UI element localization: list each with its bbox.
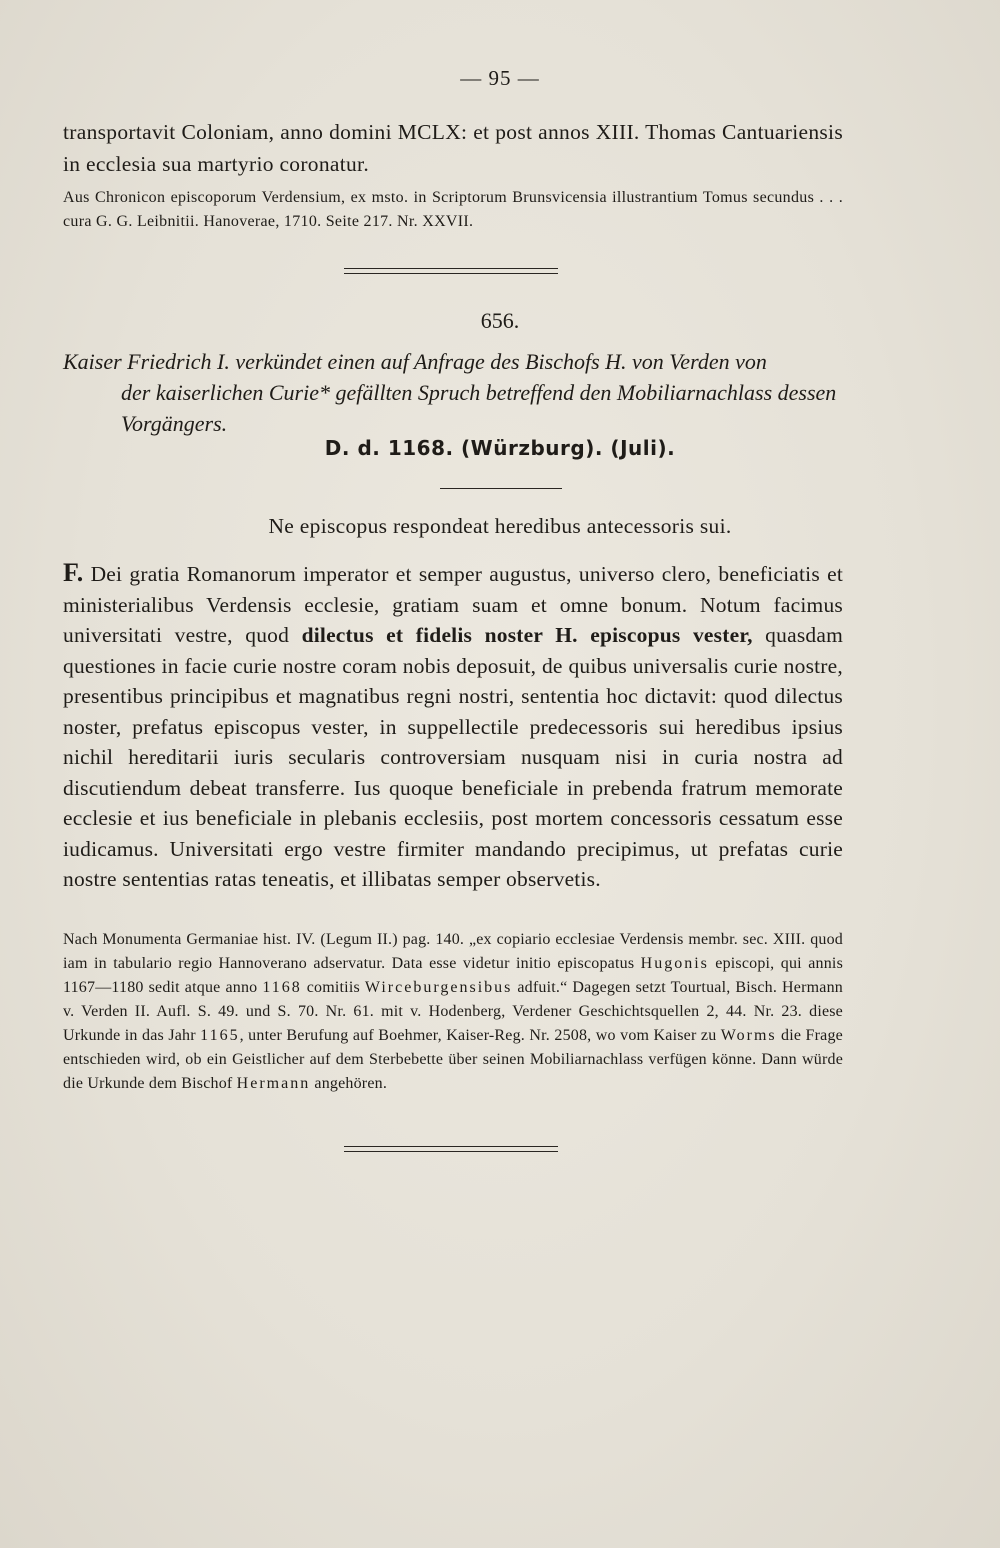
- double-rule-bottom: [344, 1146, 558, 1152]
- regest-line-1: Kaiser Friedrich I. verkündet einen auf Anfrage des Bischofs H. von Verden von: [63, 349, 767, 374]
- page-number: — 95 —: [460, 66, 540, 90]
- charter-text-part-1: Dei gratia Romanorum imperator et semper augustus, universo clero, beneficiatis et ministerialibus Verdensis ecclesie, gratiam suam et omne bonum. Notum facimus universitati vestre, quod: [63, 562, 843, 647]
- charter-text-bold: dilectus et fidelis noster H. episcopus vester,: [301, 623, 753, 647]
- footnote-spaced-6: Hermann: [236, 1075, 311, 1092]
- source-note: Aus Chronicon episcoporum Verdensium, ex msto. in Scriptorum Brunsvicensia illustrantium Tomus secundus . . . cura G. G. Leibnitii. Hanoverae, 1710. Seite 217. Nr. XXVII.: [63, 189, 843, 230]
- footnote-part-1: Nach Monumenta Germaniae hist. IV. (Legum II.) pag. 140. „ex copiario ecclesiae Verdensis membr. sec. XIII. quod iam in tabulario regio Hannoverano adservatur. Data esse videtur initio episcopatus: [63, 931, 843, 972]
- charter-text-part-2: quasdam questiones in facie curie nostre coram nobis deposuit, de quibus universalis curie nostre, presentibus principibus et magnatibus regni nostri, sententia hoc dictavit: quod dilectus noster, prefatus episcopus vester, in suppellectile predecessoris sui heredibus ipsius nichil hereditarii iuris secularis controversiam nusquam nisi in curia nostra ad discutiendum debeat transferre. Ius quoque beneficiale in prebenda fratrum memorate ecclesie et ius beneficiale in plebanis ecclesiis, post mortem concessoris cessatum esse iudicamus. Universitati ergo vestre firmiter mandando precipimus, ut prefatas curie nostre sententias ratas teneatis, et illibatas semper observetis.: [63, 623, 844, 891]
- footnote-part-3: comitiis: [301, 979, 365, 996]
- short-rule-divider: [440, 488, 562, 489]
- footnote-part-5: , unter Berufung auf Boehmer, Kaiser-Reg. Nr. 2508, wo vom Kaiser zu: [239, 1027, 721, 1044]
- document-number: 656.: [480, 308, 520, 333]
- footnote-spaced-3: Wirceburgensibus: [364, 979, 513, 996]
- footnote-spaced-5: Worms: [720, 1027, 777, 1044]
- document-heading: Ne episcopus respondeat heredibus antecessoris sui.: [268, 514, 732, 538]
- footnote-spaced-2: 1168: [262, 979, 302, 996]
- footnote-spaced-1: Hugonis: [640, 955, 709, 972]
- document-dating: D. d. 1168. (Würzburg). (Juli).: [324, 436, 676, 460]
- footnote: [63, 928, 843, 1096]
- initial-letter: F.: [63, 558, 84, 587]
- regest-line-3: Vorgängers.: [121, 411, 228, 436]
- footnote-part-6: die Frage entschieden wird, ob ein Geistlicher auf dem Sterbebette über seinen Mobiliarnachlass verfügen könne. Dann würde die Urkunde dem Bischof: [63, 1027, 843, 1092]
- footnote-part-2: episcopi, qui annis 1167—1180 sedit atque anno: [63, 955, 843, 996]
- lead-paragraph: transportavit Coloniam, anno domini MCLX: et post annos XIII. Thomas Cantuariensis in ecclesia sua martyrio coronatur.: [63, 120, 843, 176]
- footnote-part-4: adfuit.“ Dagegen setzt Tourtual, Bisch. Hermann v. Verden II. Aufl. S. 49. und S. 70. Nr. 61. mit v. Hodenberg, Verdener Geschichtsquellen 2, 44. Nr. 23. diese Urkunde in das Jahr: [63, 979, 843, 1044]
- double-rule-divider: [344, 268, 558, 274]
- charter-text: [63, 558, 843, 895]
- regest-summary: [63, 346, 843, 439]
- footnote-part-7: angehören.: [310, 1075, 388, 1092]
- footnote-spaced-4: 1165: [200, 1027, 240, 1044]
- regest-line-2: der kaiserlichen Curie* gefällten Spruch betreffend den Mobiliarnachlass dessen: [121, 380, 837, 405]
